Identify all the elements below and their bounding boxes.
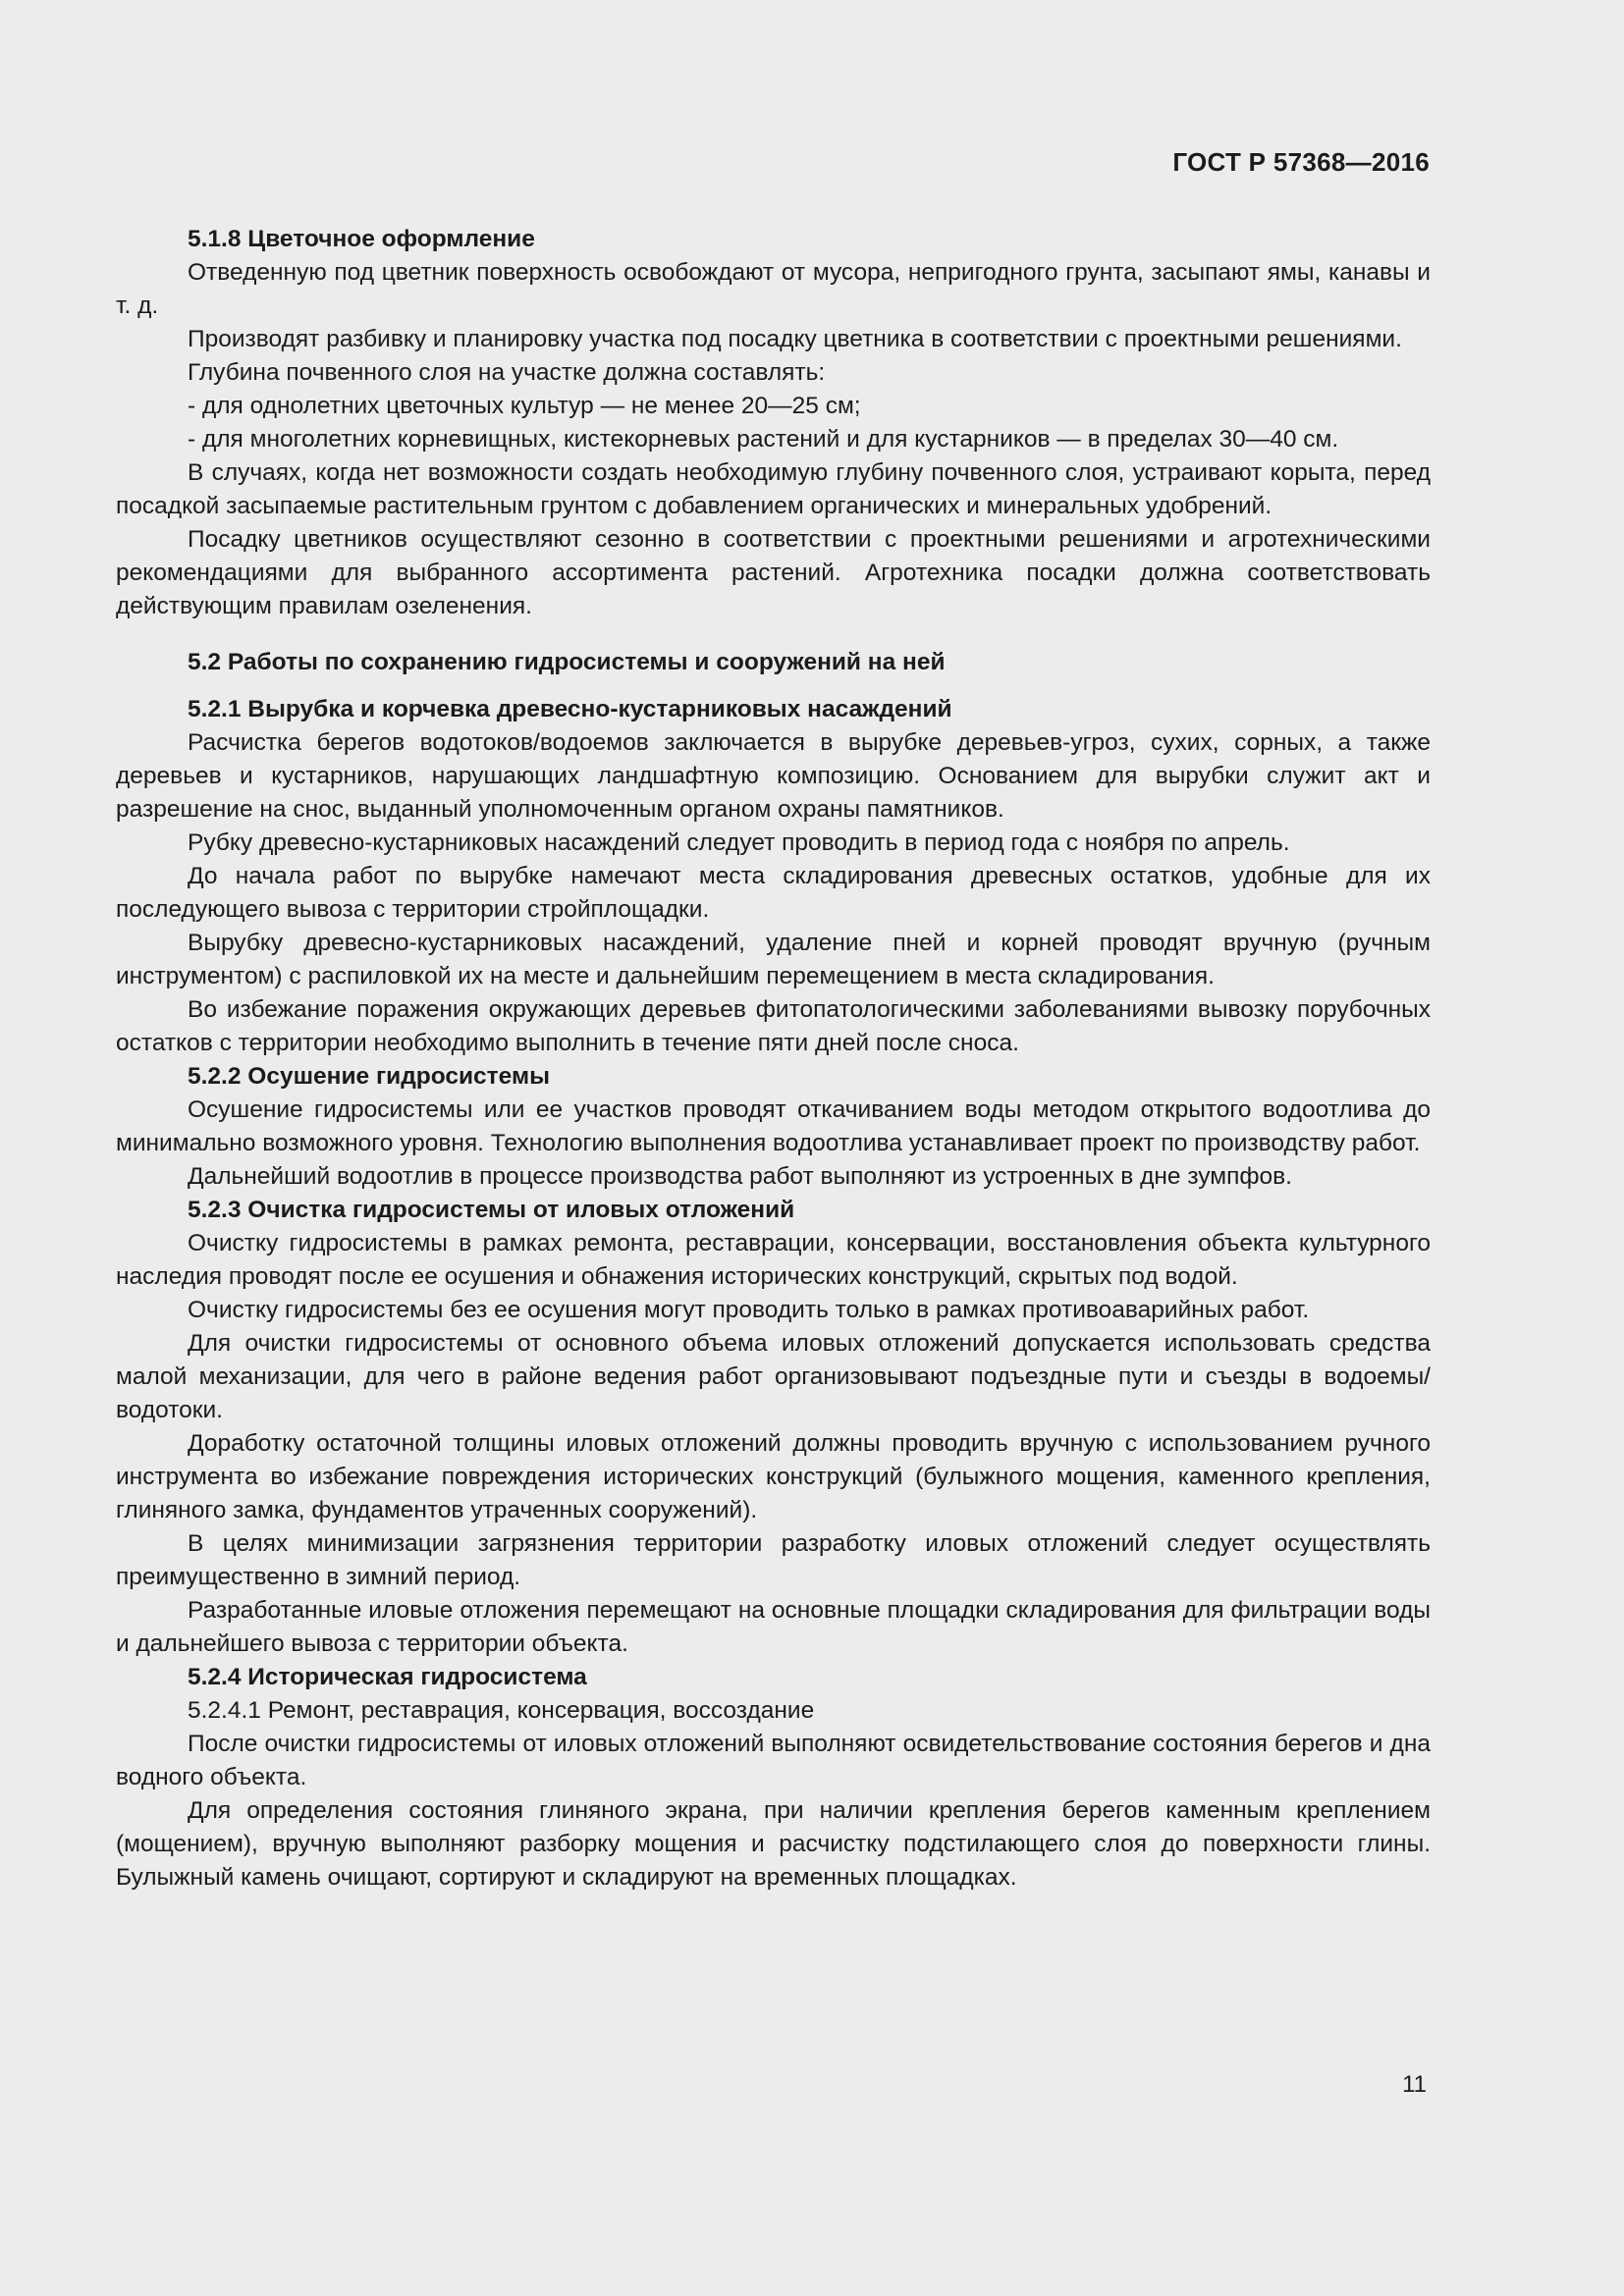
paragraph: Производят разбивку и планировку участка под посадку цветника в соответствии с проектными решениями.: [188, 326, 1402, 352]
document-standard-id: ГОСТ Р 57368—2016: [1172, 147, 1430, 177]
paragraph: В целях минимизации загрязнения территории разработку иловых отложений следует осуществлять преимущественно в зимний период.: [116, 1530, 1431, 1590]
section-heading-5-2-3: 5.2.3 Очистка гидросистемы от иловых отложений: [188, 1197, 795, 1223]
section-heading-5-2: 5.2 Работы по сохранению гидросистемы и сооружений на ней: [188, 649, 946, 675]
paragraph: Для очистки гидросистемы от основного объема иловых отложений допускается использовать средства малой механизации, для чего в районе ведения работ организовывают подъездные пути и съезды в водоемы/водотоки.: [116, 1330, 1431, 1423]
section-heading-5-2-2: 5.2.2 Осушение гидросистемы: [188, 1063, 551, 1090]
paragraph: Рубку древесно-кустарниковых насаждений следует проводить в период года с ноября по апрель.: [188, 829, 1290, 856]
section-heading-5-2-1: 5.2.1 Вырубка и корчевка древесно-кустарниковых насаждений: [188, 696, 952, 722]
paragraph: Разработанные иловые отложения перемещают на основные площадки складирования для фильтрации воды и дальнейшего вывоза с территории объекта.: [116, 1597, 1431, 1657]
paragraph: Осушение гидросистемы или ее участков проводят откачиванием воды методом открытого водоотлива до минимально возможного уровня. Технологию выполнения водоотлива устанавливает проект по производству работ.: [116, 1096, 1431, 1156]
page-number: 11: [1402, 2071, 1427, 2098]
list-item: - для однолетних цветочных культур — не менее 20—25 см;: [188, 393, 861, 419]
paragraph: До начала работ по вырубке намечают места складирования древесных остатков, удобные для их последующего вывоза с территории стройплощадки.: [116, 863, 1431, 923]
paragraph: Очистку гидросистемы без ее осушения могут проводить только в рамках противоаварийных работ.: [188, 1297, 1310, 1323]
document-body: [116, 223, 1431, 1895]
paragraph: В случаях, когда нет возможности создать необходимую глубину почвенного слоя, устраивают корыта, перед посадкой засыпаемые растительным грунтом с добавлением органических и минеральных удобрений.: [116, 459, 1431, 519]
paragraph: Дальнейший водоотлив в процессе производства работ выполняют из устроенных в дне зумпфов.: [188, 1163, 1292, 1190]
subsection-heading-5-2-4-1: 5.2.4.1 Ремонт, реставрация, консервация, воссоздание: [188, 1697, 815, 1724]
paragraph: Отведенную под цветник поверхность освобождают от мусора, непригодного грунта, засыпают ямы, канавы и т. д.: [116, 259, 1431, 319]
section-heading-5-2-4: 5.2.4 Историческая гидросистема: [188, 1664, 587, 1690]
paragraph: Вырубку древесно-кустарниковых насаждений, удаление пней и корней проводят вручную (ручным инструментом) с распиловкой их на месте и дальнейшим перемещением в места складирования.: [116, 930, 1431, 989]
paragraph: После очистки гидросистемы от иловых отложений выполняют освидетельствование состояния берегов и дна водного объекта.: [116, 1731, 1431, 1790]
paragraph: Глубина почвенного слоя на участке должна составлять:: [188, 359, 826, 386]
paragraph: Очистку гидросистемы в рамках ремонта, реставрации, консервации, восстановления объекта культурного наследия проводят после ее осушения и обнажения исторических конструкций, скрытых под водой.: [116, 1230, 1431, 1290]
section-heading-5-1-8: 5.1.8 Цветочное оформление: [188, 226, 535, 252]
paragraph: Посадку цветников осуществляют сезонно в соответствии с проектными решениями и агротехническими рекомендациями для выбранного ассортимента растений. Агротехника посадки должна соответствовать действующим правилам озеленения.: [116, 526, 1431, 619]
paragraph: Доработку остаточной толщины иловых отложений должны проводить вручную с использованием ручного инструмента во избежание повреждения исторических конструкций (булыжного мощения, каменного крепления, глиняного замка, фундаментов утраченных сооружений).: [116, 1430, 1431, 1523]
paragraph: Расчистка берегов водотоков/водоемов заключается в вырубке деревьев-угроз, сухих, сорных, а также деревьев и кустарников, нарушающих ландшафтную композицию. Основанием для вырубки служит акт и разрешение на снос, выданный уполномоченным органом охраны памятников.: [116, 729, 1431, 823]
paragraph: Во избежание поражения окружающих деревьев фитопатологическими заболеваниями вывозку порубочных остатков с территории необходимо выполнить в течение пяти дней после сноса.: [116, 996, 1431, 1056]
paragraph: Для определения состояния глиняного экрана, при наличии крепления берегов каменным креплением (мощением), вручную выполняют разборку мощения и расчистку подстилающего слоя до поверхности глины. Булыжный камень очищают, сортируют и складируют на временных площадках.: [116, 1797, 1431, 1891]
list-item: - для многолетних корневищных, кистекорневых растений и для кустарников — в пределах 30—40 см.: [188, 426, 1339, 453]
